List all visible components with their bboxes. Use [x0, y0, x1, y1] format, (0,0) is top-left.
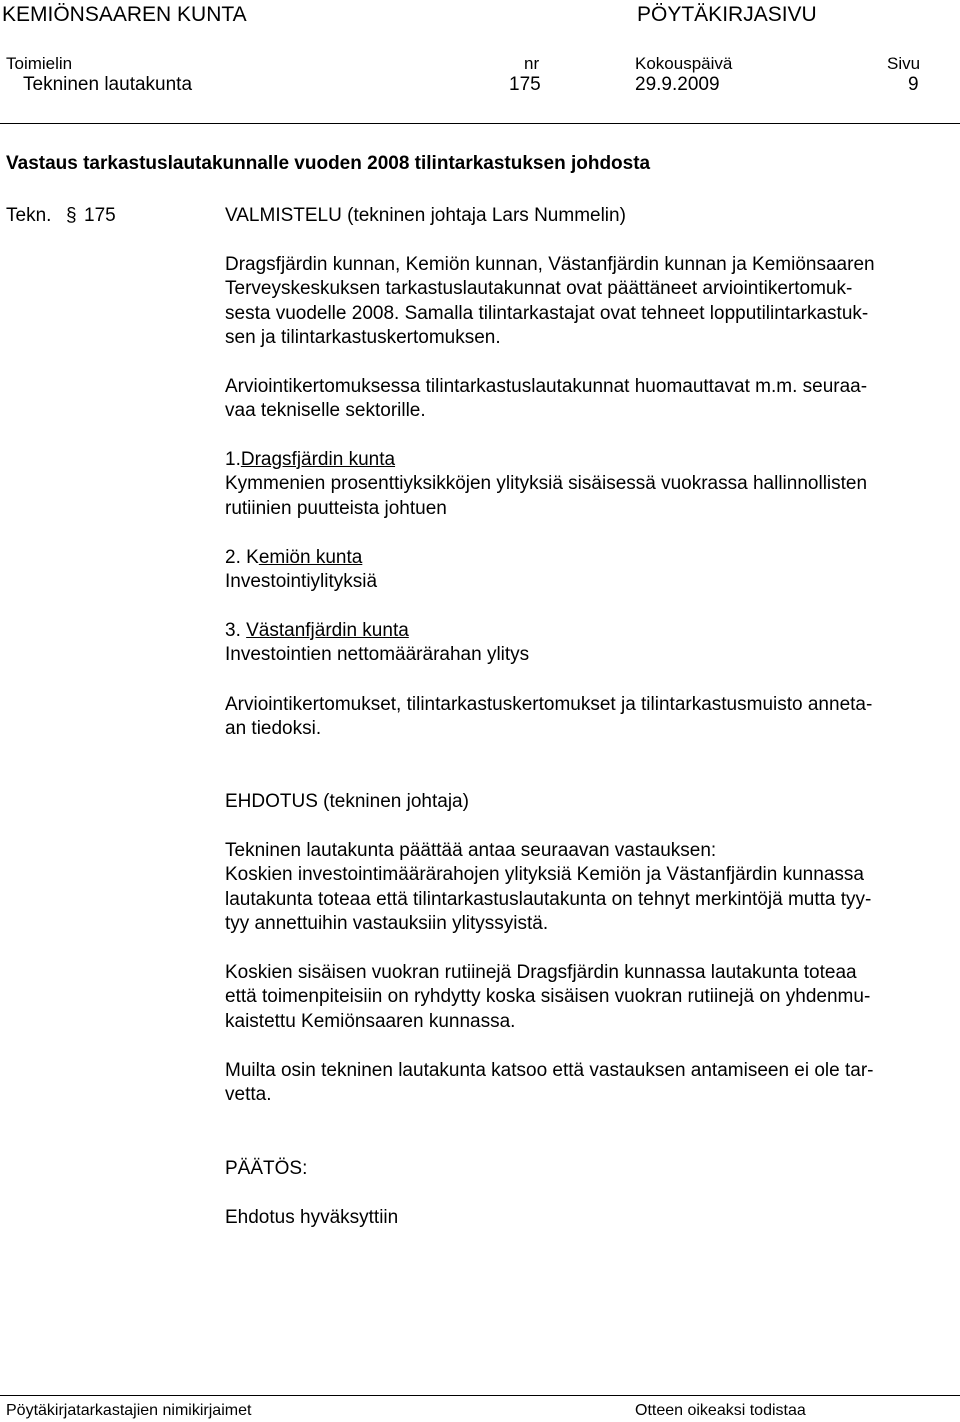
item-line: rutiinien puutteista johtuen — [225, 497, 447, 519]
decision-heading: PÄÄTÖS: — [225, 1158, 308, 1179]
footer-rule — [0, 1395, 960, 1396]
paragraph-3 — [225, 693, 955, 742]
paragraph-line: Terveyskeskuksen tarkastuslautakunnat ovat päättäneet arviointikertomuk- — [225, 278, 853, 300]
item-number: 3. — [225, 620, 247, 641]
paragraph-4 — [225, 839, 955, 937]
paragraph-line: sen ja tilintarkastuskertomuksen. — [225, 327, 501, 349]
paragraph-line: Koskien investointimäärärahojen ylityksiä Kemiön ja Västanfjärdin kunnassa — [225, 864, 864, 886]
label-nr: nr — [524, 54, 540, 73]
paragraph-line: vetta. — [225, 1084, 272, 1106]
org-name: KEMIÖNSAAREN KUNTA — [2, 3, 247, 26]
item-number: 2. K — [225, 547, 259, 568]
paragraph-line: että toimenpiteisiin on ryhdytty koska sisäisen vuokran rutiinejä on yhdenmu- — [225, 986, 871, 1008]
paragraph-line: lautakunta toteaa että tilintarkastuslautakunta on tehnyt merkintöjä mutta tyy- — [225, 888, 872, 910]
item-line: Kymmenien prosenttiyksikköjen ylityksiä sisäisessä vuokrassa hallinnollisten — [225, 473, 868, 495]
footer-initials-label: Pöytäkirjatarkastajien nimikirjaimet — [6, 1402, 252, 1419]
paragraph-line: Muilta osin tekninen lautakunta katsoo että vastauksen antamiseen ei ole tar- — [225, 1060, 874, 1081]
paragraph-line: vaa tekniselle sektorille. — [225, 400, 426, 422]
value-nr: 175 — [509, 74, 541, 95]
paragraph-1 — [225, 253, 955, 351]
paragraph-2 — [225, 375, 955, 424]
header-rule — [0, 123, 960, 124]
paragraph-line: Dragsfjärdin kunnan, Kemiön kunnan, Västanfjärdin kunnan ja Kemiönsaaren — [225, 254, 875, 275]
footer-certification-label: Otteen oikeaksi todistaa — [635, 1402, 806, 1419]
paragraph-6 — [225, 1059, 955, 1108]
section-heading: VALMISTELU (tekninen johtaja Lars Nummelin) — [225, 205, 626, 226]
paragraph-line: tyy annettuihin vastauksiin ylityssyistä. — [225, 913, 549, 935]
paragraph-line: sesta vuodelle 2008. Samalla tilintarkastajat ovat tehneet lopputilintarkastuk- — [225, 302, 869, 324]
doc-type: PÖYTÄKIRJASIVU — [637, 3, 817, 26]
label-body: Toimielin — [6, 54, 73, 73]
item-municipality: Västanfjärdin kunta — [246, 620, 409, 641]
item-line: Investointiylityksiä — [225, 571, 378, 593]
item-line: Investointien nettomäärärahan ylitys — [225, 644, 530, 666]
section-ref-number: 175 — [84, 205, 116, 226]
item-number: 1. — [225, 449, 241, 470]
paragraph-5 — [225, 961, 955, 1034]
list-item-2 — [225, 546, 955, 595]
value-body: Tekninen lautakunta — [23, 74, 193, 95]
list-item-3 — [225, 619, 955, 668]
paragraph-line: Tekninen lautakunta päättää antaa seuraavan vastauksen: — [225, 840, 717, 861]
paragraph-line: kaistettu Kemiönsaaren kunnassa. — [225, 1010, 516, 1032]
paragraph-line: Arviointikertomuksessa tilintarkastuslautakunnat huomauttavat m.m. seuraa- — [225, 376, 868, 397]
section-ref-prefix: Tekn. — [6, 205, 52, 226]
value-date: 29.9.2009 — [635, 74, 720, 95]
document-title: Vastaus tarkastuslautakunnalle vuoden 2008 tilintarkastuksen johdosta — [6, 153, 651, 174]
item-municipality: emiön kunta — [258, 547, 363, 568]
label-page: Sivu — [887, 54, 921, 73]
item-municipality: Dragsfjärdin kunta — [240, 449, 396, 470]
paragraph-line: an tiedoksi. — [225, 718, 322, 740]
decision-text: Ehdotus hyväksyttiin — [225, 1207, 399, 1228]
proposal-heading: EHDOTUS (tekninen johtaja) — [225, 791, 469, 812]
list-item-1 — [225, 448, 955, 521]
paragraph-line: Arviointikertomukset, tilintarkastuskertomukset ja tilintarkastusmuisto anneta- — [225, 694, 873, 715]
value-page: 9 — [908, 74, 919, 95]
paragraph-line: Koskien sisäisen vuokran rutiinejä Dragsfjärdin kunnassa lautakunta toteaa — [225, 962, 857, 983]
section-ref-symbol: § — [66, 205, 77, 226]
label-date: Kokouspäivä — [635, 54, 733, 73]
